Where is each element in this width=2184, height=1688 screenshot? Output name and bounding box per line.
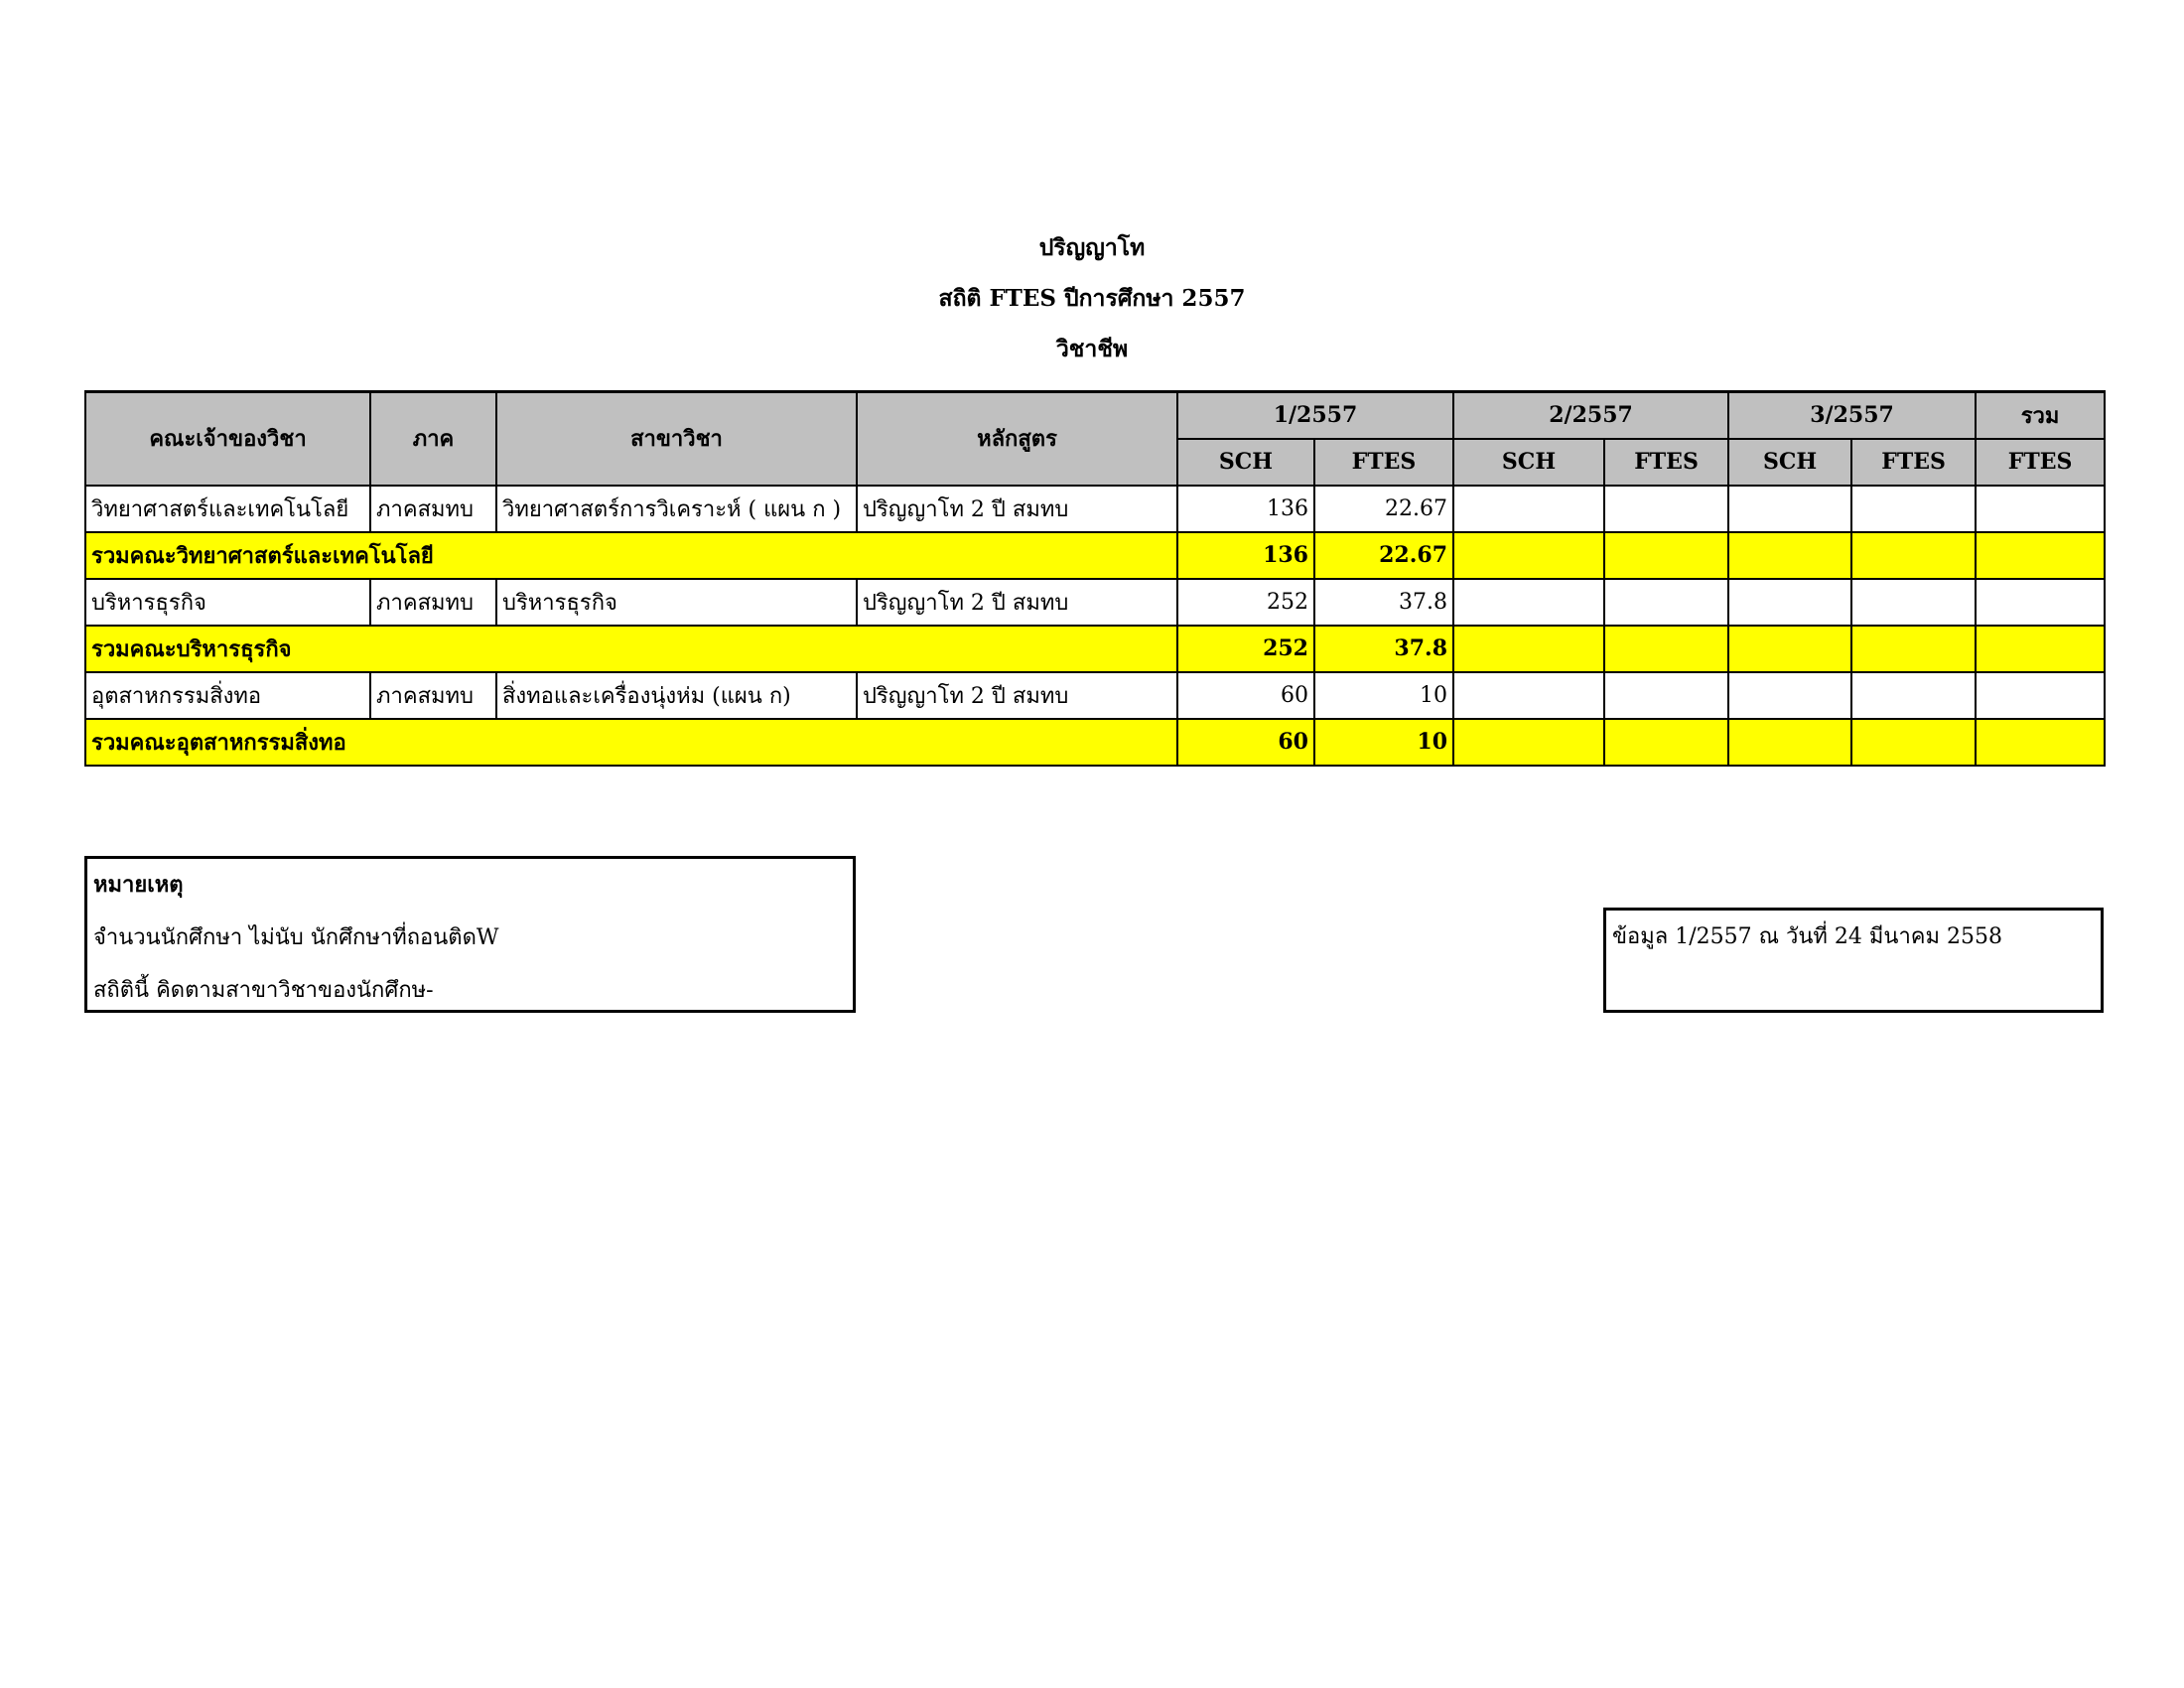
subtotal-ftes-2 bbox=[1604, 626, 1728, 672]
cell-faculty: บริหารธุรกิจ bbox=[85, 579, 370, 626]
header-curriculum: หลักสูตร bbox=[857, 392, 1177, 486]
table-body bbox=[85, 486, 2105, 766]
subtotal-row bbox=[85, 719, 2105, 766]
remarks-line: จำนวนนักศึกษา ไม่นับ นักศึกษาที่ถอนติดW bbox=[93, 925, 499, 950]
table-row bbox=[85, 672, 2105, 719]
cell-ftes-total bbox=[1976, 579, 2105, 626]
subtotal-ftes-total bbox=[1976, 532, 2105, 579]
cell-ftes-1: 10 bbox=[1314, 672, 1453, 719]
cell-ftes-2 bbox=[1604, 579, 1728, 626]
cell-curriculum: ปริญญาโท 2 ปี สมทบ bbox=[857, 579, 1177, 626]
subtotal-ftes-1: 37.8 bbox=[1314, 626, 1453, 672]
document-title: ปริญญาโท bbox=[1038, 234, 1146, 261]
subtotal-ftes-3 bbox=[1851, 532, 1976, 579]
header-sch-1: SCH bbox=[1177, 439, 1314, 486]
subtotal-ftes-3 bbox=[1851, 626, 1976, 672]
header-ftes-2: FTES bbox=[1604, 439, 1728, 486]
cell-dept: ภาคสมทบ bbox=[370, 672, 496, 719]
header-dept: ภาค bbox=[370, 392, 496, 486]
cell-ftes-3 bbox=[1851, 672, 1976, 719]
header-term-2: 2/2557 bbox=[1453, 392, 1728, 439]
cell-sch-1: 252 bbox=[1177, 579, 1314, 626]
cell-ftes-2 bbox=[1604, 486, 1728, 532]
subtotal-ftes-2 bbox=[1604, 532, 1728, 579]
cell-sch-2 bbox=[1453, 579, 1604, 626]
subtotal-ftes-2 bbox=[1604, 719, 1728, 766]
cell-ftes-total bbox=[1976, 672, 2105, 719]
cell-sch-2 bbox=[1453, 672, 1604, 719]
cell-sch-1: 60 bbox=[1177, 672, 1314, 719]
document-category: วิชาชีพ bbox=[1055, 336, 1129, 362]
cell-ftes-3 bbox=[1851, 486, 1976, 532]
subtotal-ftes-total bbox=[1976, 626, 2105, 672]
data-date-text: ข้อมูล 1/2557 ณ วันที่ 24 มีนาคม 2558 bbox=[1612, 924, 2002, 949]
header-total: รวม bbox=[1976, 392, 2105, 439]
subtotal-row bbox=[85, 626, 2105, 672]
subtotal-sch-3 bbox=[1728, 719, 1851, 766]
data-date-box bbox=[1603, 908, 2104, 1013]
subtotal-sch-2 bbox=[1453, 626, 1604, 672]
header-ftes-3: FTES bbox=[1851, 439, 1976, 486]
cell-sch-3 bbox=[1728, 486, 1851, 532]
cell-major: บริหารธุรกิจ bbox=[496, 579, 857, 626]
subtotal-label: รวมคณะบริหารธุรกิจ bbox=[85, 626, 1177, 672]
cell-sch-3 bbox=[1728, 672, 1851, 719]
cell-ftes-1: 37.8 bbox=[1314, 579, 1453, 626]
header-ftes-1: FTES bbox=[1314, 439, 1453, 486]
subtotal-ftes-total bbox=[1976, 719, 2105, 766]
header-term-1: 1/2557 bbox=[1177, 392, 1453, 439]
cell-sch-3 bbox=[1728, 579, 1851, 626]
subtotal-row bbox=[85, 532, 2105, 579]
cell-dept: ภาคสมทบ bbox=[370, 486, 496, 532]
cell-ftes-2 bbox=[1604, 672, 1728, 719]
cell-curriculum: ปริญญาโท 2 ปี สมทบ bbox=[857, 486, 1177, 532]
cell-sch-1: 136 bbox=[1177, 486, 1314, 532]
table-header bbox=[85, 392, 2105, 486]
cell-ftes-total bbox=[1976, 486, 2105, 532]
subtotal-ftes-3 bbox=[1851, 719, 1976, 766]
cell-sch-2 bbox=[1453, 486, 1604, 532]
remarks-heading: หมายเหตุ bbox=[93, 872, 184, 898]
subtotal-label: รวมคณะวิทยาศาสตร์และเทคโนโลยี bbox=[85, 532, 1177, 579]
header-sch-2: SCH bbox=[1453, 439, 1604, 486]
subtotal-label: รวมคณะอุตสาหกรรมสิ่งทอ bbox=[85, 719, 1177, 766]
ftes-table bbox=[84, 390, 2106, 767]
subtotal-sch-3 bbox=[1728, 626, 1851, 672]
document-subtitle: สถิติ FTES ปีการศึกษา 2557 bbox=[938, 285, 1246, 312]
header-ftes-total: FTES bbox=[1976, 439, 2105, 486]
subtotal-sch-1: 252 bbox=[1177, 626, 1314, 672]
subtotal-sch-1: 60 bbox=[1177, 719, 1314, 766]
header-major: สาขาวิชา bbox=[496, 392, 857, 486]
cell-faculty: วิทยาศาสตร์และเทคโนโลยี bbox=[85, 486, 370, 532]
subtotal-ftes-1: 10 bbox=[1314, 719, 1453, 766]
subtotal-ftes-1: 22.67 bbox=[1314, 532, 1453, 579]
cell-faculty: อุตสาหกรรมสิ่งทอ bbox=[85, 672, 370, 719]
cell-curriculum: ปริญญาโท 2 ปี สมทบ bbox=[857, 672, 1177, 719]
header-term-3: 3/2557 bbox=[1728, 392, 1976, 439]
header-sch-3: SCH bbox=[1728, 439, 1851, 486]
subtotal-sch-1: 136 bbox=[1177, 532, 1314, 579]
subtotal-sch-2 bbox=[1453, 719, 1604, 766]
cell-major: วิทยาศาสตร์การวิเคราะห์ ( แผน ก ) bbox=[496, 486, 857, 532]
cell-dept: ภาคสมทบ bbox=[370, 579, 496, 626]
cell-ftes-3 bbox=[1851, 579, 1976, 626]
table-row bbox=[85, 579, 2105, 626]
remarks-line: สถิตินี้ คิดตามสาขาวิชาของนักศึกษ- bbox=[93, 978, 434, 1003]
subtotal-sch-3 bbox=[1728, 532, 1851, 579]
cell-ftes-1: 22.67 bbox=[1314, 486, 1453, 532]
cell-major: สิ่งทอและเครื่องนุ่งห่ม (แผน ก) bbox=[496, 672, 857, 719]
header-faculty: คณะเจ้าของวิชา bbox=[85, 392, 370, 486]
subtotal-sch-2 bbox=[1453, 532, 1604, 579]
remarks-box bbox=[84, 856, 856, 1013]
table-row bbox=[85, 486, 2105, 532]
